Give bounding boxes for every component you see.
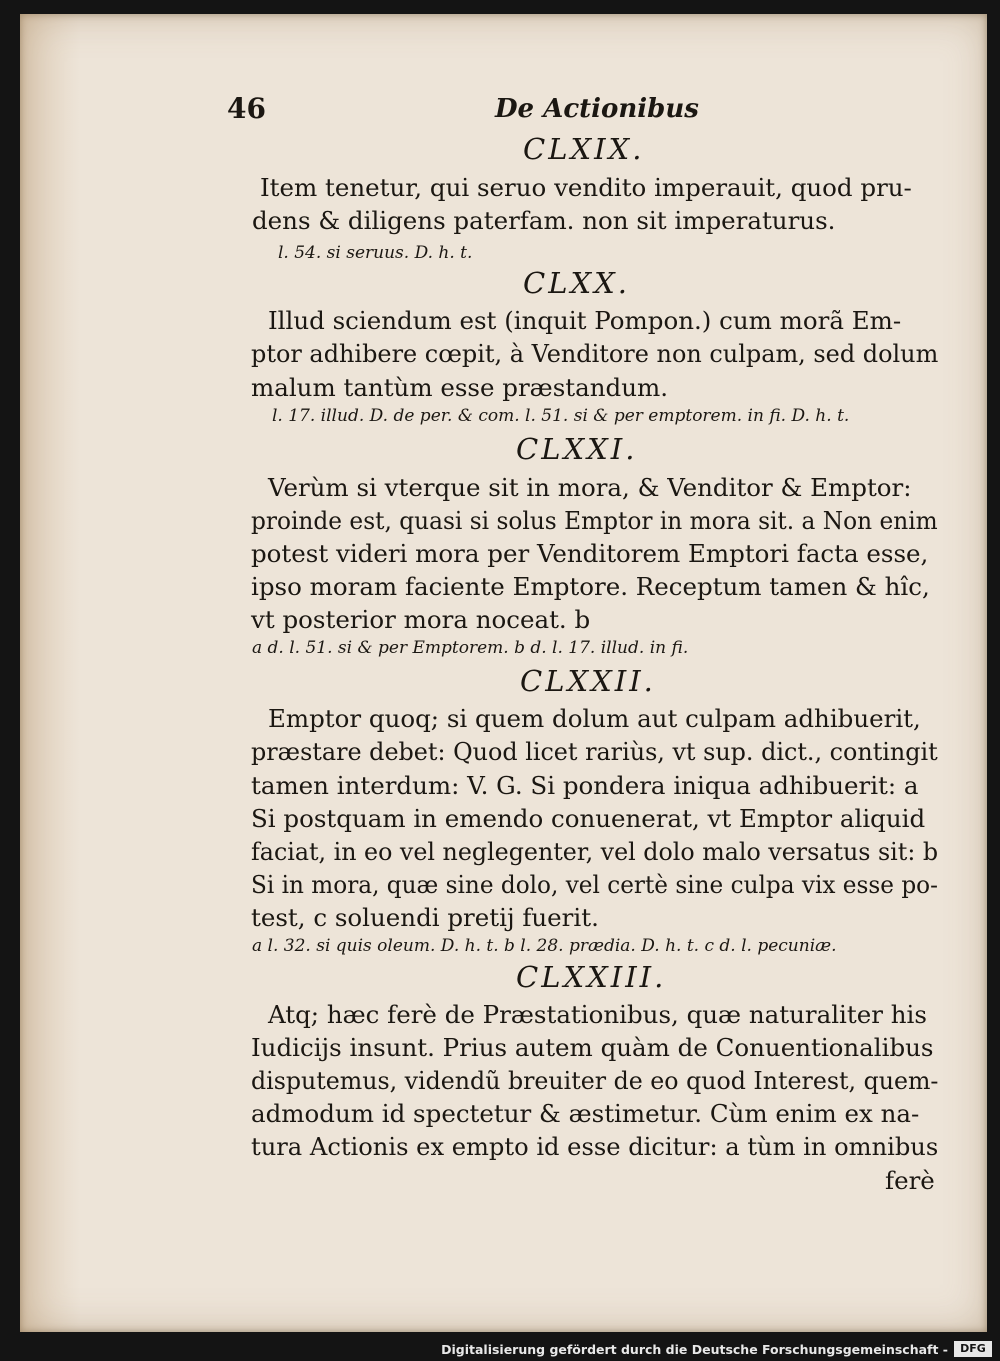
marginal-note: l. 54. si seruus. D. h. t. (278, 243, 473, 263)
text-line: Illud sciendum est (inquit Pompon.) cum morã Em- (268, 306, 902, 335)
footer-credit: Digitalisierung gefördert durch die Deutsche Forschungsgemeinschaft - (441, 1342, 948, 1357)
text-line: proinde est, quasi si solus Emptor in mora sit. a Non enim (251, 506, 938, 535)
marginal-note: a d. l. 51. si & per Emptorem. b d. l. 17. illud. in fi. (252, 638, 689, 658)
text-line: ptor adhibere cœpit, à Venditore non culpam, sed dolum (251, 339, 939, 368)
section-heading: CLXXIII. (516, 960, 667, 994)
digitization-footer (0, 1338, 1000, 1361)
text-line: Emptor quoq; si quem dolum aut culpam adhibuerit, (268, 704, 921, 733)
section-heading: CLXIX. (523, 132, 645, 166)
section-heading: CLXX. (523, 266, 630, 300)
text-line: ipso moram faciente Emptore. Receptum tamen & hîc, (251, 572, 930, 601)
text-line: tura Actionis ex empto id esse dicitur: a tùm in omnibus (251, 1132, 939, 1161)
marginal-note: l. 17. illud. D. de per. & com. l. 51. si & per emptorem. in fi. D. h. t. (272, 406, 850, 426)
catchword: ferè (885, 1166, 935, 1195)
section-heading: CLXXII. (520, 664, 656, 698)
text-line: Atq; hæc ferè de Præstationibus, quæ naturaliter his (268, 1000, 927, 1029)
text-line: Verùm si vterque sit in mora, & Venditor & Emptor: (268, 473, 912, 502)
text-line: malum tantùm esse præstandum. (251, 373, 668, 402)
text-line: Item tenetur, qui seruo vendito imperauit, quod pru- (260, 173, 912, 202)
dfg-logo: DFG (954, 1341, 992, 1357)
marginal-note: a l. 32. si quis oleum. D. h. t. b l. 28. prædia. D. h. t. c d. l. pecuniæ. (252, 936, 837, 956)
text-line: faciat, in eo vel neglegenter, vel dolo malo versatus sit: b (251, 837, 939, 866)
text-line: admodum id spectetur & æstimetur. Cùm enim ex na- (251, 1099, 920, 1128)
running-head: De Actionibus (495, 94, 699, 124)
text-line: præstare debet: Quod licet rariùs, vt sup. dict., contingit (251, 737, 938, 766)
text-line: vt posterior mora noceat. b (251, 605, 591, 634)
book-page (20, 14, 987, 1332)
page-number: 46 (227, 92, 266, 125)
text-line: Si postquam in emendo conuenerat, vt Emptor aliquid (251, 804, 926, 833)
text-line: tamen interdum: V. G. Si pondera iniqua adhibuerit: a (251, 771, 919, 800)
text-line: potest videri mora per Venditorem Emptori facta esse, (251, 539, 929, 568)
text-line: Si in mora, quæ sine dolo, vel certè sine culpa vix esse po- (251, 870, 938, 899)
text-line: disputemus, videndũ breuiter de eo quod Interest, quem- (251, 1066, 939, 1095)
text-line: dens & diligens paterfam. non sit imperaturus. (252, 206, 836, 235)
text-line: Iudicijs insunt. Prius autem quàm de Conuentionalibus (251, 1033, 934, 1062)
section-heading: CLXXI. (516, 432, 638, 466)
text-line: test, c soluendi pretij fuerit. (251, 903, 599, 932)
